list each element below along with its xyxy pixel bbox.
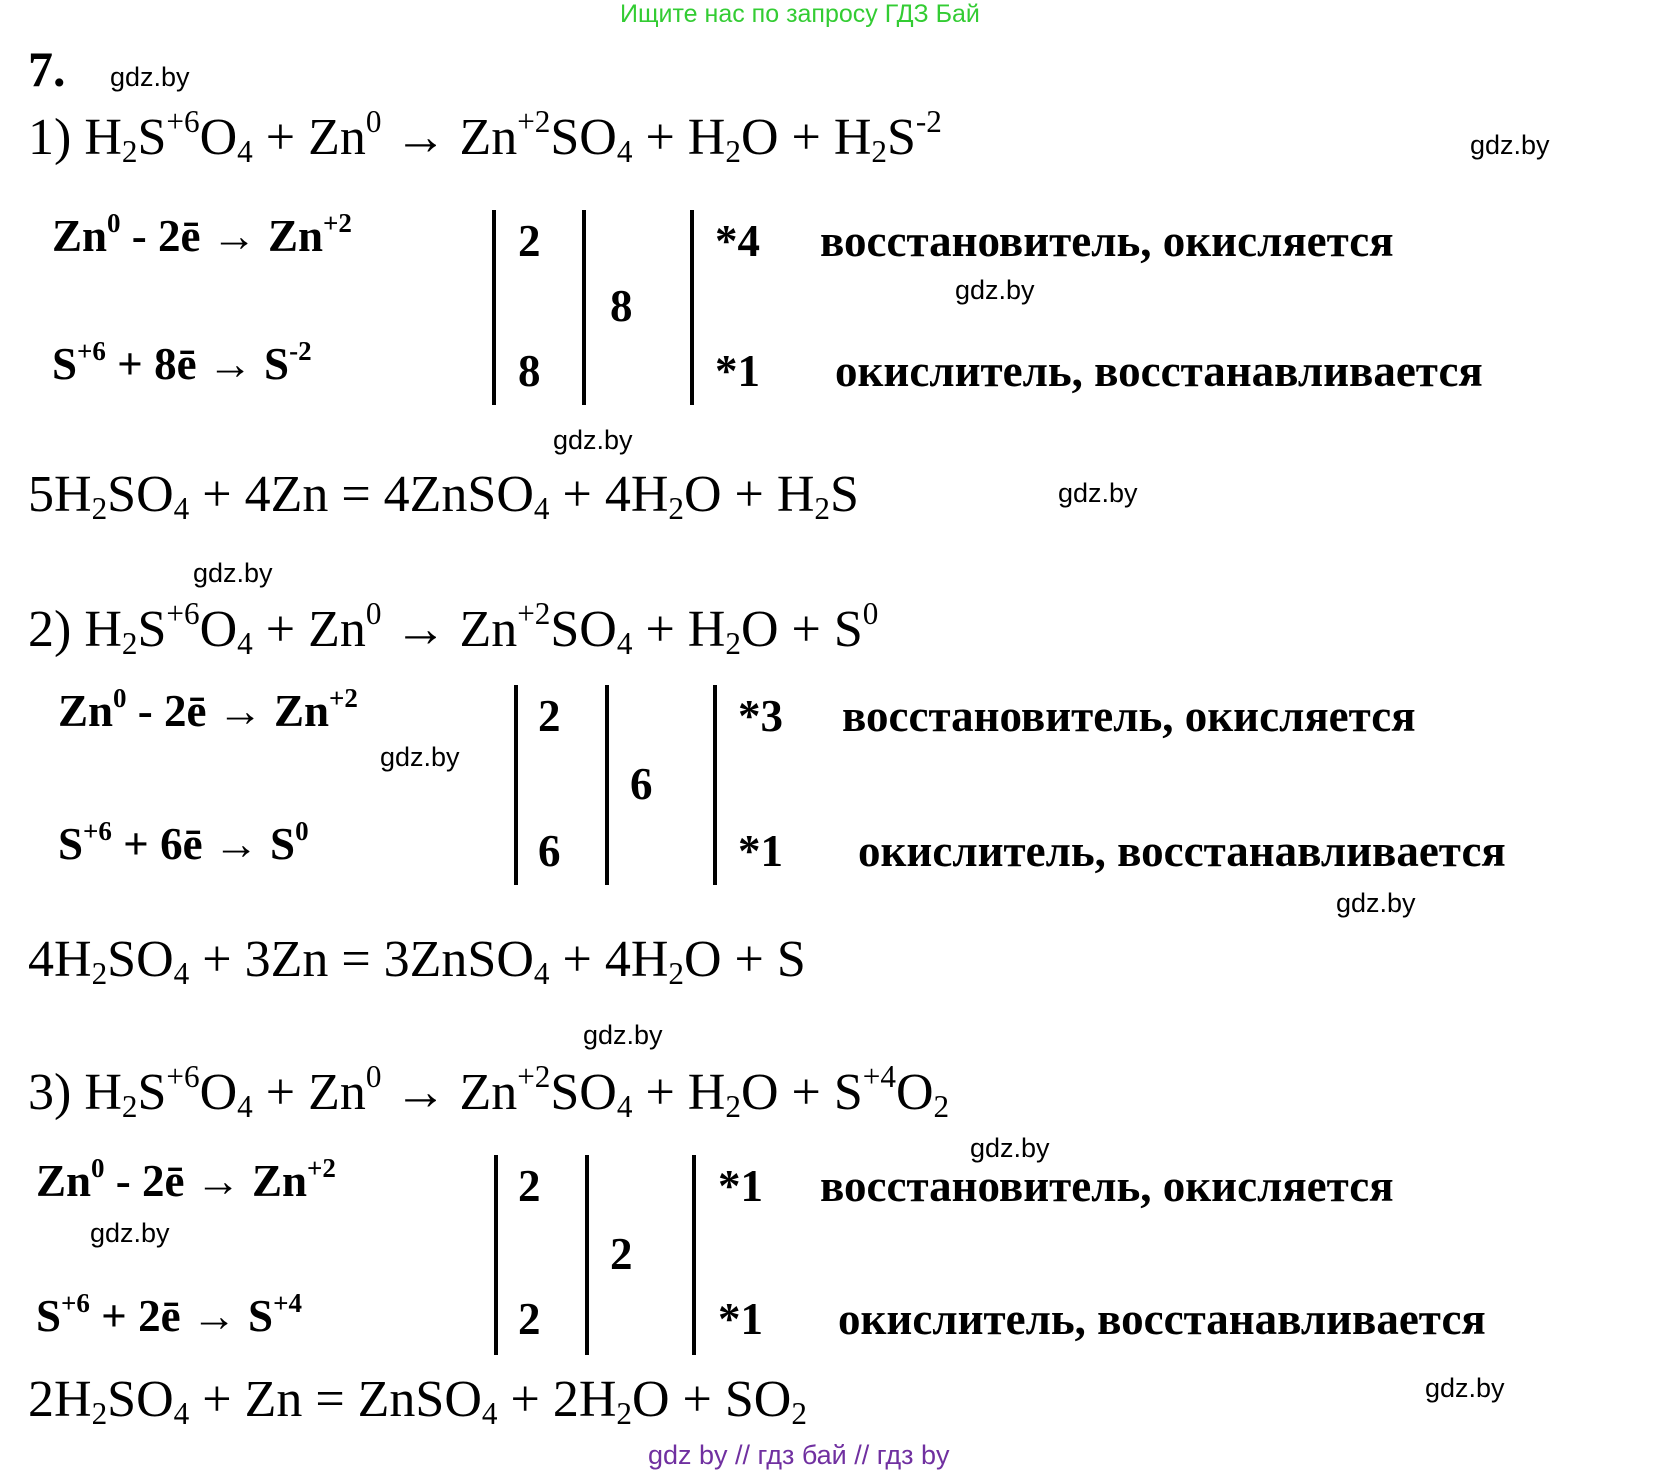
watermark: gdz.by (1425, 1373, 1505, 1403)
balance-divider (514, 685, 518, 885)
balance-divider (605, 685, 609, 885)
electron-count: 8 (518, 346, 541, 396)
coefficient: *3 (738, 691, 783, 741)
watermark: gdz.by (110, 62, 190, 92)
balance-divider (692, 1155, 696, 1355)
electron-count: 2 (518, 216, 541, 266)
coefficient: *1 (738, 826, 783, 876)
watermark: gdz.by (970, 1133, 1050, 1163)
role-reducer: восстановитель, окисляется (820, 1161, 1394, 1211)
coefficient: *1 (718, 1294, 763, 1344)
watermark: gdz.by (90, 1218, 170, 1248)
footer-links[interactable]: gdz by // гдз бай // гдз by (648, 1440, 950, 1470)
half-reaction-oxidation: Zn$^0$ - 2ē → $Zn^{+2}$ (58, 683, 358, 736)
watermark: gdz.by (1058, 478, 1138, 508)
half-reaction-reduction: $S^{+6}$ + 6ē → $S^0$ (58, 816, 309, 869)
watermark: gdz.by (1470, 130, 1550, 160)
search-banner[interactable]: Ищите нас по запросу ГДЗ Бай (620, 0, 980, 28)
coefficient: *1 (718, 1161, 763, 1211)
balanced-equation-2: $4H_2SO_4 + 3Zn$ = 3ZnSO$_4$ + $4H_2O + S$ (28, 931, 806, 991)
balanced-equation-1: $5H_2SO_4 + 4Zn$ = 4ZnSO$_4$ + $4H_2O + H_2S$ (28, 466, 859, 526)
role-oxidizer: окислитель, восстанавливается (838, 1294, 1486, 1344)
watermark: gdz.by (553, 425, 633, 455)
reaction-scheme-2: 2) $H_2S^{+6}O_4 + Zn^0 \to Zn^{+2}SO_4 + H_2O + S^0$ (28, 596, 879, 661)
watermark: gdz.by (583, 1020, 663, 1050)
reaction-scheme-3: 3) $H_2S^{+6}O_4 + Zn^0 \to Zn^{+2}SO_4 + H_2O + S^{+4}O_2$ (28, 1059, 950, 1124)
watermark: gdz.by (380, 742, 460, 772)
role-oxidizer: окислитель, восстанавливается (858, 826, 1506, 876)
watermark: gdz.by (1336, 888, 1416, 918)
lcm-value: 8 (610, 281, 633, 331)
balanced-equation-3: $2H_2SO_4 + Zn$ = ZnSO$_4$ + $2H_2O + SO_2$ (28, 1371, 807, 1431)
half-reaction-reduction: $S^{+6}$ + 8ē → $S^{-2}$ (52, 336, 312, 389)
electron-count: 2 (518, 1161, 541, 1211)
electron-count: 6 (538, 826, 561, 876)
balance-divider (713, 685, 717, 885)
lcm-value: 6 (630, 759, 653, 809)
balance-divider (585, 1155, 589, 1355)
role-reducer: восстановитель, окисляется (820, 216, 1394, 266)
lcm-value: 2 (610, 1229, 633, 1279)
watermark: gdz.by (193, 558, 273, 588)
half-reaction-oxidation: Zn$^0$ - 2ē → $Zn^{+2}$ (36, 1153, 336, 1206)
half-reaction-oxidation: Zn$^0$ - 2ē → $Zn^{+2}$ (52, 208, 352, 261)
coefficient: *1 (715, 346, 760, 396)
electron-count: 2 (538, 691, 561, 741)
balance-divider (492, 210, 496, 405)
task-number: 7. (28, 41, 66, 97)
coefficient: *4 (715, 216, 760, 266)
role-reducer: восстановитель, окисляется (842, 691, 1416, 741)
reaction-scheme-1: 1) $H_2S^{+6}O_4 + Zn^0 \to Zn^{+2}SO_4 + H_2O + H_2S^{-2}$ (28, 104, 942, 169)
balance-divider (494, 1155, 498, 1355)
role-oxidizer: окислитель, восстанавливается (835, 346, 1483, 396)
electron-count: 2 (518, 1294, 541, 1344)
balance-divider (582, 210, 586, 405)
half-reaction-reduction: $S^{+6}$ + 2ē → $S^{+4}$ (36, 1288, 302, 1341)
watermark: gdz.by (955, 275, 1035, 305)
balance-divider (690, 210, 694, 405)
